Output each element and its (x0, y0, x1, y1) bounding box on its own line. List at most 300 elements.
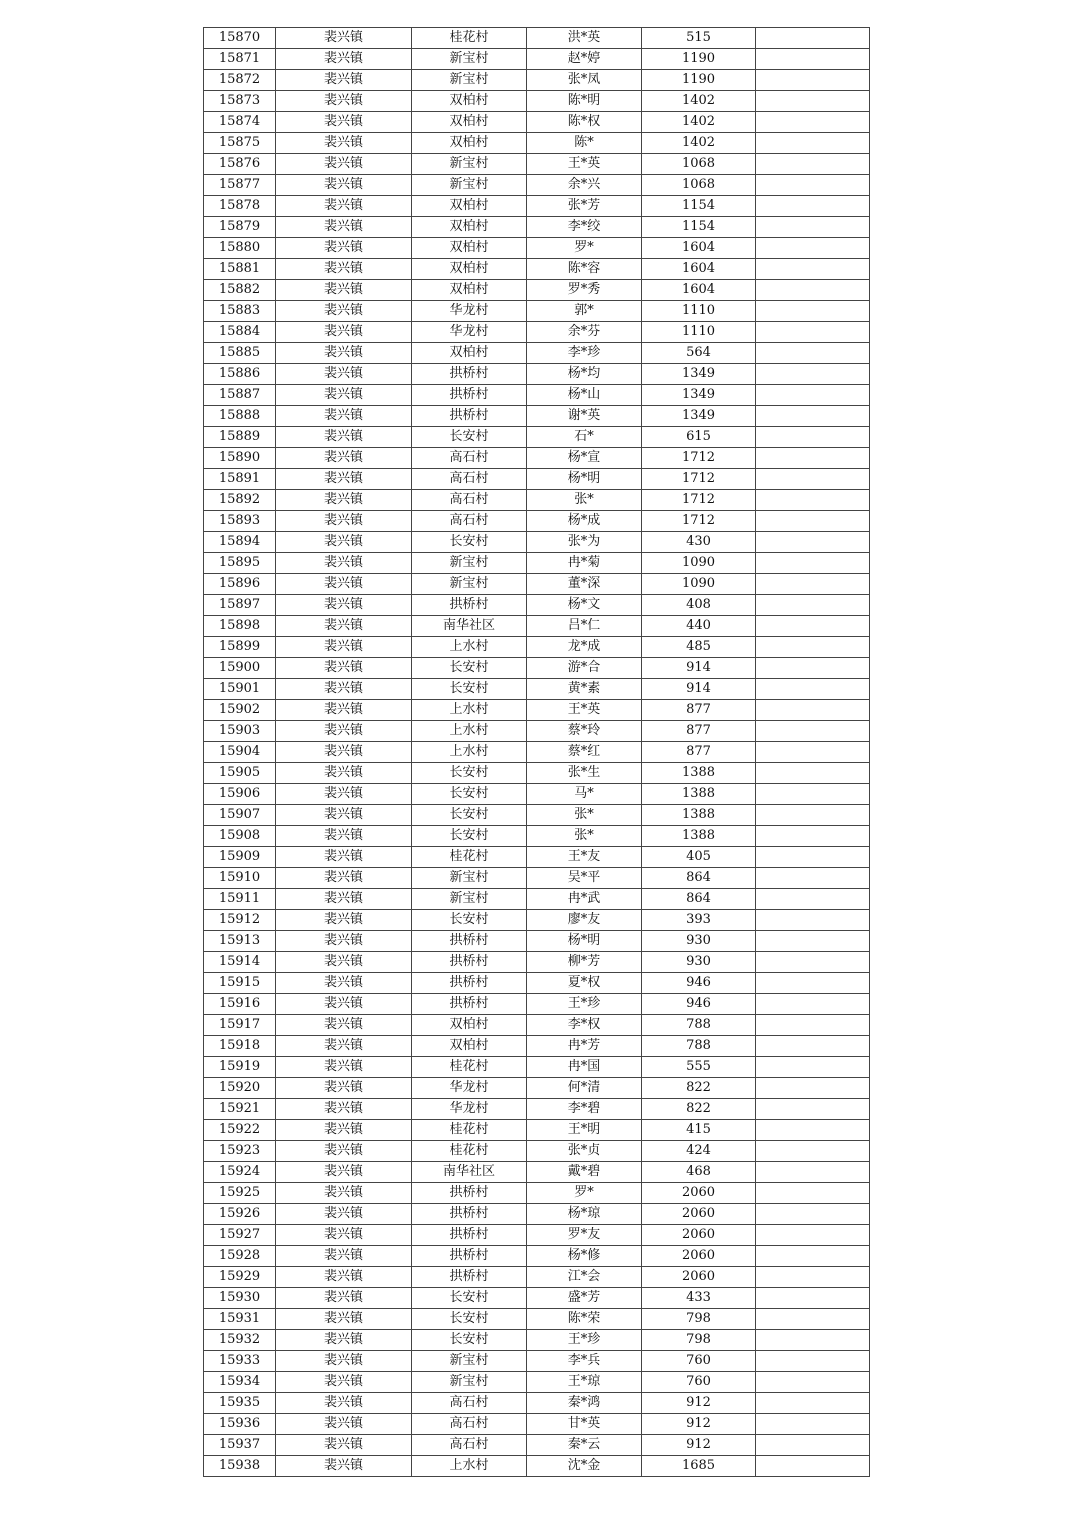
cell-village: 新宝村 (412, 574, 527, 595)
cell-name: 杨*山 (527, 385, 642, 406)
cell-name: 陈* (527, 133, 642, 154)
cell-note (756, 931, 870, 952)
cell-town: 裴兴镇 (276, 427, 412, 448)
cell-note (756, 1288, 870, 1309)
cell-serial-number: 15896 (204, 574, 276, 595)
cell-name: 杨*宣 (527, 448, 642, 469)
cell-town: 裴兴镇 (276, 448, 412, 469)
table-row (204, 658, 870, 679)
cell-town: 裴兴镇 (276, 1015, 412, 1036)
cell-note (756, 511, 870, 532)
cell-village: 拱桥村 (412, 1267, 527, 1288)
cell-serial-number: 15880 (204, 238, 276, 259)
cell-serial-number: 15907 (204, 805, 276, 826)
cell-village: 南华社区 (412, 616, 527, 637)
cell-note (756, 910, 870, 931)
cell-serial-number: 15892 (204, 490, 276, 511)
cell-amount: 912 (642, 1393, 756, 1414)
cell-village: 长安村 (412, 658, 527, 679)
cell-town: 裴兴镇 (276, 868, 412, 889)
cell-name: 张*贞 (527, 1141, 642, 1162)
cell-note (756, 112, 870, 133)
cell-village: 长安村 (412, 679, 527, 700)
cell-serial-number: 15933 (204, 1351, 276, 1372)
cell-town: 裴兴镇 (276, 469, 412, 490)
cell-serial-number: 15879 (204, 217, 276, 238)
cell-village: 双柏村 (412, 133, 527, 154)
cell-amount: 1349 (642, 406, 756, 427)
cell-amount: 615 (642, 427, 756, 448)
cell-note (756, 637, 870, 658)
cell-town: 裴兴镇 (276, 196, 412, 217)
cell-town: 裴兴镇 (276, 28, 412, 49)
cell-serial-number: 15926 (204, 1204, 276, 1225)
cell-serial-number: 15890 (204, 448, 276, 469)
cell-amount: 1402 (642, 112, 756, 133)
cell-name: 柳*芳 (527, 952, 642, 973)
cell-town: 裴兴镇 (276, 301, 412, 322)
table-row (204, 889, 870, 910)
table-row (204, 1141, 870, 1162)
cell-village: 双柏村 (412, 238, 527, 259)
cell-note (756, 280, 870, 301)
cell-note (756, 1141, 870, 1162)
table-row (204, 1078, 870, 1099)
table-row (204, 28, 870, 49)
cell-note (756, 742, 870, 763)
cell-amount: 788 (642, 1036, 756, 1057)
cell-note (756, 259, 870, 280)
cell-amount: 1110 (642, 301, 756, 322)
cell-village: 双柏村 (412, 91, 527, 112)
cell-village: 拱桥村 (412, 406, 527, 427)
table-row (204, 427, 870, 448)
cell-village: 华龙村 (412, 1099, 527, 1120)
cell-town: 裴兴镇 (276, 784, 412, 805)
cell-serial-number: 15924 (204, 1162, 276, 1183)
cell-serial-number: 15931 (204, 1309, 276, 1330)
cell-serial-number: 15911 (204, 889, 276, 910)
cell-village: 长安村 (412, 784, 527, 805)
cell-village: 长安村 (412, 763, 527, 784)
cell-town: 裴兴镇 (276, 1309, 412, 1330)
cell-note (756, 805, 870, 826)
cell-amount: 1190 (642, 70, 756, 91)
cell-town: 裴兴镇 (276, 637, 412, 658)
cell-serial-number: 15874 (204, 112, 276, 133)
cell-name: 秦*鸿 (527, 1393, 642, 1414)
cell-village: 双柏村 (412, 280, 527, 301)
cell-amount: 408 (642, 595, 756, 616)
cell-serial-number: 15916 (204, 994, 276, 1015)
table-row (204, 553, 870, 574)
cell-note (756, 1036, 870, 1057)
cell-amount: 822 (642, 1078, 756, 1099)
cell-village: 拱桥村 (412, 952, 527, 973)
cell-note (756, 343, 870, 364)
cell-note (756, 238, 870, 259)
cell-serial-number: 15899 (204, 637, 276, 658)
cell-name: 冉*芳 (527, 1036, 642, 1057)
cell-name: 张* (527, 826, 642, 847)
cell-name: 罗*友 (527, 1225, 642, 1246)
cell-serial-number: 15920 (204, 1078, 276, 1099)
cell-village: 长安村 (412, 532, 527, 553)
cell-amount: 1402 (642, 133, 756, 154)
cell-amount: 2060 (642, 1183, 756, 1204)
cell-town: 裴兴镇 (276, 385, 412, 406)
cell-note (756, 1120, 870, 1141)
cell-village: 长安村 (412, 1330, 527, 1351)
cell-note (756, 469, 870, 490)
cell-village: 新宝村 (412, 889, 527, 910)
cell-amount: 1712 (642, 469, 756, 490)
cell-village: 新宝村 (412, 1372, 527, 1393)
cell-amount: 1349 (642, 364, 756, 385)
cell-town: 裴兴镇 (276, 1078, 412, 1099)
cell-name: 盛*芳 (527, 1288, 642, 1309)
table-row (204, 49, 870, 70)
cell-serial-number: 15873 (204, 91, 276, 112)
cell-town: 裴兴镇 (276, 595, 412, 616)
cell-town: 裴兴镇 (276, 1162, 412, 1183)
cell-serial-number: 15908 (204, 826, 276, 847)
cell-amount: 2060 (642, 1204, 756, 1225)
cell-town: 裴兴镇 (276, 217, 412, 238)
cell-village: 高石村 (412, 511, 527, 532)
cell-serial-number: 15932 (204, 1330, 276, 1351)
cell-name: 廖*友 (527, 910, 642, 931)
cell-town: 裴兴镇 (276, 175, 412, 196)
cell-name: 李*碧 (527, 1099, 642, 1120)
cell-amount: 1068 (642, 175, 756, 196)
cell-note (756, 1435, 870, 1456)
cell-note (756, 1267, 870, 1288)
cell-town: 裴兴镇 (276, 70, 412, 91)
cell-note (756, 826, 870, 847)
cell-name: 罗*秀 (527, 280, 642, 301)
table-row (204, 1393, 870, 1414)
cell-village: 拱桥村 (412, 364, 527, 385)
cell-town: 裴兴镇 (276, 112, 412, 133)
cell-amount: 2060 (642, 1246, 756, 1267)
table-row (204, 322, 870, 343)
cell-name: 陈*容 (527, 259, 642, 280)
cell-town: 裴兴镇 (276, 1246, 412, 1267)
cell-serial-number: 15930 (204, 1288, 276, 1309)
cell-amount: 912 (642, 1414, 756, 1435)
cell-amount: 1604 (642, 259, 756, 280)
cell-note (756, 973, 870, 994)
cell-serial-number: 15915 (204, 973, 276, 994)
cell-name: 冉*菊 (527, 553, 642, 574)
cell-name: 杨*明 (527, 931, 642, 952)
cell-name: 王*友 (527, 847, 642, 868)
cell-name: 董*深 (527, 574, 642, 595)
cell-note (756, 175, 870, 196)
cell-town: 裴兴镇 (276, 742, 412, 763)
cell-village: 新宝村 (412, 553, 527, 574)
cell-serial-number: 15895 (204, 553, 276, 574)
cell-name: 张*芳 (527, 196, 642, 217)
table-row (204, 679, 870, 700)
cell-serial-number: 15935 (204, 1393, 276, 1414)
cell-town: 裴兴镇 (276, 343, 412, 364)
cell-name: 王*明 (527, 1120, 642, 1141)
cell-serial-number: 15885 (204, 343, 276, 364)
cell-amount: 1190 (642, 49, 756, 70)
cell-serial-number: 15882 (204, 280, 276, 301)
cell-village: 长安村 (412, 910, 527, 931)
cell-name: 秦*云 (527, 1435, 642, 1456)
cell-note (756, 1225, 870, 1246)
table-row (204, 1120, 870, 1141)
cell-serial-number: 15927 (204, 1225, 276, 1246)
cell-serial-number: 15876 (204, 154, 276, 175)
cell-town: 裴兴镇 (276, 1414, 412, 1435)
table-row (204, 1162, 870, 1183)
cell-note (756, 952, 870, 973)
cell-village: 高石村 (412, 448, 527, 469)
cell-name: 杨*文 (527, 595, 642, 616)
cell-note (756, 490, 870, 511)
cell-amount: 864 (642, 868, 756, 889)
cell-amount: 415 (642, 1120, 756, 1141)
cell-amount: 1349 (642, 385, 756, 406)
cell-village: 新宝村 (412, 1351, 527, 1372)
cell-town: 裴兴镇 (276, 910, 412, 931)
cell-town: 裴兴镇 (276, 805, 412, 826)
table-row (204, 385, 870, 406)
cell-note (756, 532, 870, 553)
table-row (204, 637, 870, 658)
cell-name: 戴*碧 (527, 1162, 642, 1183)
table-row (204, 469, 870, 490)
cell-note (756, 1330, 870, 1351)
cell-village: 新宝村 (412, 175, 527, 196)
cell-name: 甘*英 (527, 1414, 642, 1435)
cell-name: 杨*琼 (527, 1204, 642, 1225)
cell-amount: 485 (642, 637, 756, 658)
cell-amount: 405 (642, 847, 756, 868)
cell-note (756, 91, 870, 112)
cell-serial-number: 15913 (204, 931, 276, 952)
cell-village: 高石村 (412, 469, 527, 490)
cell-town: 裴兴镇 (276, 1288, 412, 1309)
cell-town: 裴兴镇 (276, 1372, 412, 1393)
cell-amount: 430 (642, 532, 756, 553)
cell-note (756, 616, 870, 637)
table-row (204, 784, 870, 805)
table-row (204, 994, 870, 1015)
cell-town: 裴兴镇 (276, 511, 412, 532)
table-row (204, 1351, 870, 1372)
cell-note (756, 574, 870, 595)
table-row (204, 721, 870, 742)
cell-town: 裴兴镇 (276, 889, 412, 910)
cell-town: 裴兴镇 (276, 1351, 412, 1372)
cell-name: 王*英 (527, 700, 642, 721)
cell-serial-number: 15928 (204, 1246, 276, 1267)
cell-amount: 468 (642, 1162, 756, 1183)
cell-name: 陈*明 (527, 91, 642, 112)
cell-note (756, 658, 870, 679)
cell-note (756, 847, 870, 868)
cell-village: 高石村 (412, 1414, 527, 1435)
cell-serial-number: 15893 (204, 511, 276, 532)
cell-serial-number: 15936 (204, 1414, 276, 1435)
cell-village: 高石村 (412, 490, 527, 511)
cell-name: 蔡*玲 (527, 721, 642, 742)
cell-name: 谢*英 (527, 406, 642, 427)
cell-amount: 1388 (642, 805, 756, 826)
table-row (204, 154, 870, 175)
cell-note (756, 427, 870, 448)
cell-village: 桂花村 (412, 1141, 527, 1162)
cell-amount: 788 (642, 1015, 756, 1036)
cell-amount: 1090 (642, 553, 756, 574)
cell-amount: 1388 (642, 826, 756, 847)
cell-name: 张*生 (527, 763, 642, 784)
cell-serial-number: 15925 (204, 1183, 276, 1204)
cell-note (756, 1246, 870, 1267)
cell-village: 长安村 (412, 805, 527, 826)
cell-town: 裴兴镇 (276, 238, 412, 259)
cell-town: 裴兴镇 (276, 616, 412, 637)
cell-serial-number: 15937 (204, 1435, 276, 1456)
cell-amount: 393 (642, 910, 756, 931)
cell-town: 裴兴镇 (276, 973, 412, 994)
cell-amount: 1110 (642, 322, 756, 343)
cell-town: 裴兴镇 (276, 679, 412, 700)
cell-name: 李*兵 (527, 1351, 642, 1372)
cell-serial-number: 15906 (204, 784, 276, 805)
cell-village: 桂花村 (412, 1120, 527, 1141)
cell-amount: 760 (642, 1351, 756, 1372)
cell-note (756, 322, 870, 343)
cell-note (756, 994, 870, 1015)
cell-town: 裴兴镇 (276, 1393, 412, 1414)
cell-village: 上水村 (412, 1456, 527, 1477)
cell-serial-number: 15889 (204, 427, 276, 448)
cell-town: 裴兴镇 (276, 574, 412, 595)
cell-amount: 1154 (642, 196, 756, 217)
cell-name: 冉*国 (527, 1057, 642, 1078)
table-row (204, 1183, 870, 1204)
cell-town: 裴兴镇 (276, 1225, 412, 1246)
cell-village: 华龙村 (412, 1078, 527, 1099)
cell-note (756, 406, 870, 427)
cell-note (756, 385, 870, 406)
cell-serial-number: 15910 (204, 868, 276, 889)
data-table (203, 27, 870, 1477)
cell-village: 双柏村 (412, 259, 527, 280)
table-row (204, 1204, 870, 1225)
cell-village: 上水村 (412, 742, 527, 763)
cell-serial-number: 15904 (204, 742, 276, 763)
cell-name: 王*英 (527, 154, 642, 175)
cell-amount: 930 (642, 952, 756, 973)
cell-note (756, 154, 870, 175)
table-row (204, 952, 870, 973)
cell-note (756, 1393, 870, 1414)
table-row (204, 133, 870, 154)
cell-town: 裴兴镇 (276, 826, 412, 847)
cell-serial-number: 15894 (204, 532, 276, 553)
table-row (204, 1246, 870, 1267)
cell-serial-number: 15918 (204, 1036, 276, 1057)
cell-village: 长安村 (412, 1288, 527, 1309)
cell-note (756, 1204, 870, 1225)
cell-note (756, 70, 870, 91)
table-row (204, 1015, 870, 1036)
table-row (204, 595, 870, 616)
cell-village: 拱桥村 (412, 973, 527, 994)
cell-name: 张* (527, 805, 642, 826)
table-row (204, 448, 870, 469)
table-row (204, 805, 870, 826)
table-row (204, 847, 870, 868)
cell-name: 张*为 (527, 532, 642, 553)
cell-serial-number: 15921 (204, 1099, 276, 1120)
cell-name: 夏*权 (527, 973, 642, 994)
table-body (204, 28, 870, 1477)
cell-amount: 1685 (642, 1456, 756, 1477)
cell-village: 长安村 (412, 427, 527, 448)
table-row (204, 931, 870, 952)
cell-town: 裴兴镇 (276, 994, 412, 1015)
cell-village: 上水村 (412, 637, 527, 658)
cell-village: 拱桥村 (412, 1225, 527, 1246)
cell-serial-number: 15888 (204, 406, 276, 427)
cell-town: 裴兴镇 (276, 931, 412, 952)
cell-name: 杨*均 (527, 364, 642, 385)
cell-note (756, 889, 870, 910)
cell-name: 陈*权 (527, 112, 642, 133)
table-row (204, 490, 870, 511)
cell-serial-number: 15922 (204, 1120, 276, 1141)
cell-note (756, 721, 870, 742)
cell-note (756, 868, 870, 889)
cell-name: 王*琼 (527, 1372, 642, 1393)
cell-amount: 760 (642, 1372, 756, 1393)
cell-name: 张* (527, 490, 642, 511)
table-row (204, 1057, 870, 1078)
table-row (204, 532, 870, 553)
table-row (204, 1288, 870, 1309)
cell-amount: 515 (642, 28, 756, 49)
cell-village: 拱桥村 (412, 931, 527, 952)
cell-town: 裴兴镇 (276, 259, 412, 280)
cell-name: 龙*成 (527, 637, 642, 658)
cell-note (756, 784, 870, 805)
cell-town: 裴兴镇 (276, 1099, 412, 1120)
table-row (204, 1036, 870, 1057)
cell-note (756, 364, 870, 385)
cell-town: 裴兴镇 (276, 763, 412, 784)
cell-village: 双柏村 (412, 343, 527, 364)
cell-amount: 2060 (642, 1267, 756, 1288)
cell-note (756, 217, 870, 238)
cell-note (756, 1456, 870, 1477)
cell-amount: 877 (642, 742, 756, 763)
cell-village: 拱桥村 (412, 1246, 527, 1267)
cell-town: 裴兴镇 (276, 847, 412, 868)
cell-amount: 1388 (642, 784, 756, 805)
cell-name: 蔡*红 (527, 742, 642, 763)
table-row (204, 1225, 870, 1246)
cell-village: 上水村 (412, 721, 527, 742)
